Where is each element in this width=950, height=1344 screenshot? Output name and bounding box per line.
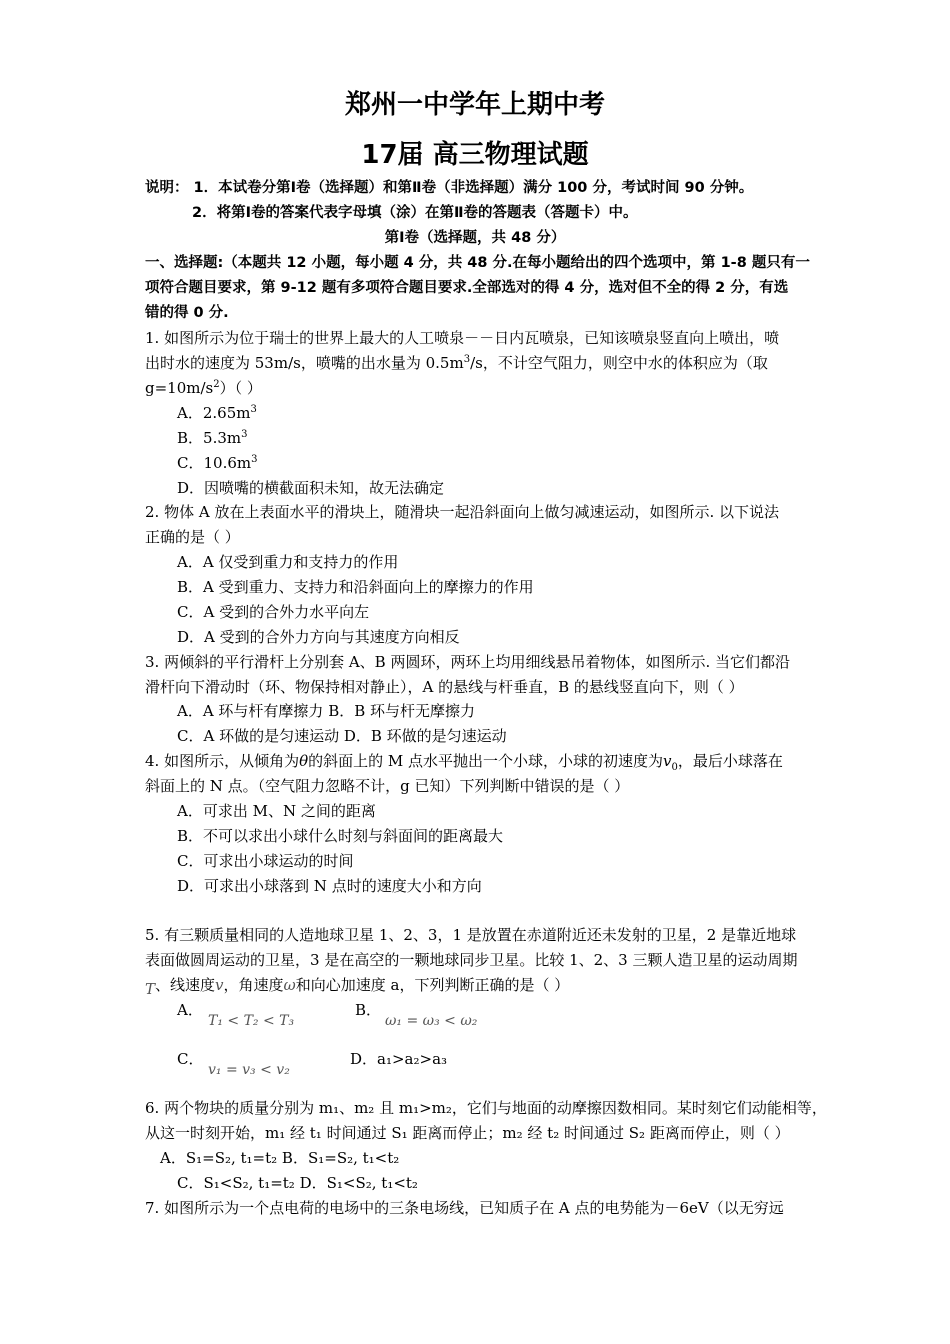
q5-option-b-formula: ω₁ = ω₃ < ω₂ bbox=[385, 1013, 478, 1029]
q5-option-a-label: A． bbox=[177, 1001, 203, 1019]
q7-line: 7. 如图所示为一个点电荷的电场中的三条电场线，已知质子在 A 点的电势能为－6eV（以无穷远 bbox=[145, 1199, 784, 1217]
q3-line: 3. 两倾斜的平行滑杆上分别套 A、B 两圆环，两环上均用细线悬吊着物体，如图所示. 当它们都沿 bbox=[145, 653, 791, 671]
q1-option-b: B．$5.3m^3$ bbox=[177, 429, 248, 447]
section-instructions-line: 错的得 0 分. bbox=[145, 305, 229, 321]
q6-options-ab: A．S₁=S₂, t₁=t₂ B．S₁=S₂, t₁<t₂ bbox=[160, 1149, 400, 1167]
q1-option-d: D．因喷嘴的横截面积未知，故无法确定 bbox=[177, 479, 445, 497]
q3-line: 滑杆向下滑动时（环、物保持相对静止），A 的悬线与杆垂直，B 的悬线竖直向下，则（ ） bbox=[145, 678, 744, 696]
q5-option-d: D．a₁>a₂>a₃ bbox=[350, 1050, 448, 1068]
section-heading: 第Ⅰ卷（选择题，共 48 分） bbox=[384, 230, 566, 246]
q4-option-a: A．可求出 M、N 之间的距离 bbox=[177, 802, 376, 820]
q1-option-c: C．$10.6m^3$ bbox=[177, 454, 258, 472]
q4-option-d: D．可求出小球落到 N 点时的速度大小和方向 bbox=[177, 877, 482, 895]
q1-line: $g=10m/s^2$）（ ） bbox=[145, 379, 262, 397]
q3-options-ab: A．A 环与杆有摩擦力 B．B 环与杆无摩擦力 bbox=[177, 702, 476, 720]
q2-line: 2. 物体 A 放在上表面水平的滑块上，随滑块一起沿斜面向上做匀减速运动，如图所示. 以下说法 bbox=[145, 503, 779, 521]
q4-line: 斜面上的 N 点。（空气阻力忽略不计，g 已知）下列判断中错误的是（ ） bbox=[145, 777, 630, 795]
section-instructions-line: 项符合题目要求，第 9-12 题有多项符合题目要求.全部选对的得 4 分，选对但不全的得 2 分，有选 bbox=[145, 280, 789, 296]
q4-line: 4. 如图所示，从倾角为θ的斜面上的 M 点水平抛出一个小球，小球的初速度为$v_0$，最后小球落在 bbox=[145, 752, 783, 773]
q1-line: 出时水的速度为 53m/s，喷嘴的出水量为 $0.5m^3/s$，不计空气阻力，则空中水的体积应为（取 bbox=[145, 354, 768, 372]
q6-line: 从这一时刻开始，m₁ 经 t₁ 时间通过 S₁ 距离而停止；m₂ 经 t₂ 时间通过 S₂ 距离而停止，则（ ） bbox=[145, 1124, 790, 1142]
section-instructions-line: 一、选择题:（本题共 12 小题，每小题 4 分，共 48 分.在每小题给出的四个选项中，第 1-8 题只有一 bbox=[145, 255, 810, 271]
q1-option-a: A．$2.65m^3$ bbox=[177, 404, 257, 422]
q1-line: 1. 如图所示为位于瑞士的世界上最大的人工喷泉－－日内瓦喷泉，已知该喷泉竖直向上喷出，喷 bbox=[145, 329, 780, 347]
q6-line: 6. 两个物块的质量分别为 m₁、m₂ 且 m₁>m₂，它们与地面的动摩擦因数相同。某时刻它们动能相等， bbox=[145, 1099, 827, 1117]
q6-options-cd: C．S₁<S₂, t₁=t₂ D．S₁<S₂, t₁<t₂ bbox=[177, 1174, 418, 1192]
exam-subtitle: 17届 高三物理试题 bbox=[361, 140, 589, 170]
q2-option-a: A．A 仅受到重力和支持力的作用 bbox=[177, 553, 399, 571]
q5-line: 5. 有三颗质量相同的人造地球卫星 1、2、3，1 是放置在赤道附近还未发射的卫星，2 是靠近地球 bbox=[145, 926, 797, 944]
q2-option-d: D．A 受到的合外力方向与其速度方向相反 bbox=[177, 628, 460, 646]
q5-line: T、线速度v，角速度ω和向心加速度 a，下列判断正确的是（ ） bbox=[145, 976, 570, 998]
exam-title: 郑州一中学年上期中考 bbox=[344, 90, 605, 120]
q2-option-c: C．A 受到的合外力水平向左 bbox=[177, 603, 370, 621]
note-1: 说明： 1．本试卷分第Ⅰ卷（选择题）和第Ⅱ卷（非选择题）满分 100 分，考试时间 90 分钟。 bbox=[145, 180, 754, 196]
q5-option-c-formula: v₁ = v₃ < v₂ bbox=[208, 1062, 290, 1078]
q5-option-c-label: C． bbox=[177, 1050, 204, 1068]
q2-option-b: B．A 受到重力、支持力和沿斜面向上的摩擦力的作用 bbox=[177, 578, 534, 596]
q4-option-c: C．可求出小球运动的时间 bbox=[177, 852, 354, 870]
q2-line: 正确的是（ ） bbox=[145, 528, 240, 546]
note-2: 2．将第Ⅰ卷的答案代表字母填（涂）在第Ⅱ卷的答题表（答题卡）中。 bbox=[192, 205, 638, 221]
q5-line: 表面做圆周运动的卫星，3 是在高空的一颗地球同步卫星。比较 1、2、3 三颗人造卫星的运动周期 bbox=[145, 951, 798, 969]
q4-option-b: B．不可以求出小球什么时刻与斜面间的距离最大 bbox=[177, 827, 504, 845]
q3-options-cd: C．A 环做的是匀速运动 D．B 环做的是匀速运动 bbox=[177, 727, 507, 745]
q5-option-b-label: B． bbox=[355, 1001, 382, 1019]
q5-option-a-formula: T₁ < T₂ < T₃ bbox=[208, 1013, 295, 1029]
